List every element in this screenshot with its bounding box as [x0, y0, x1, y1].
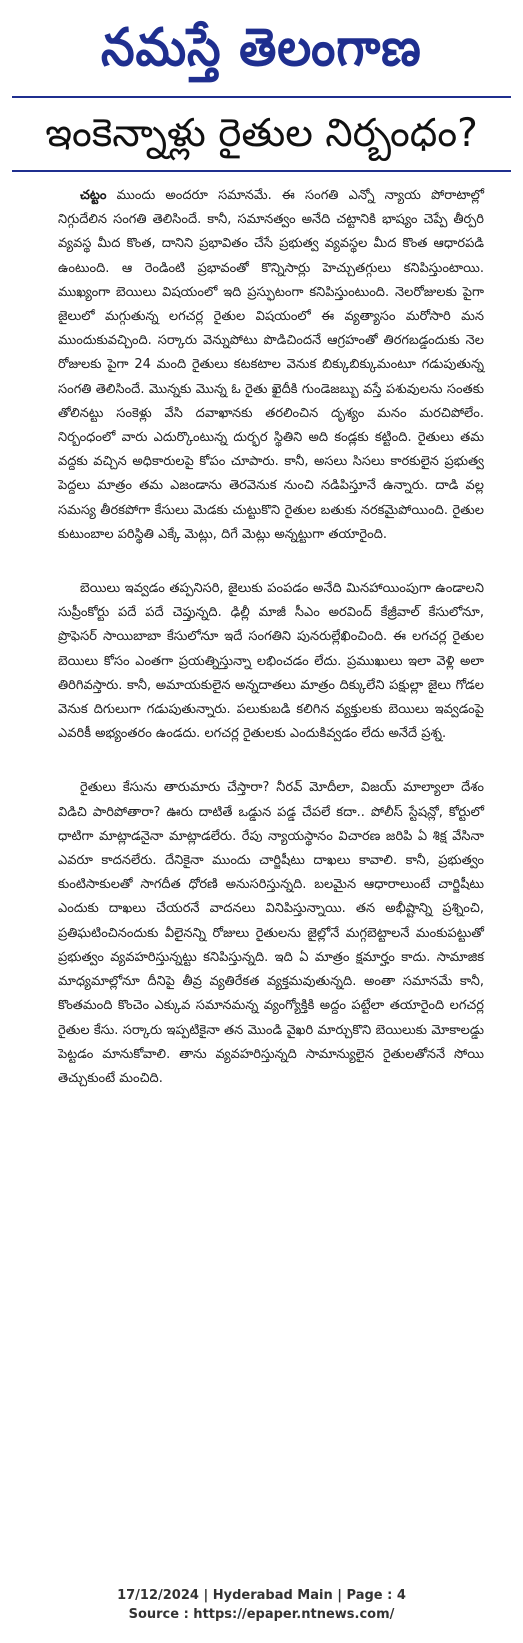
masthead-divider: [12, 96, 511, 98]
article-paragraph-1: [58, 184, 484, 547]
masthead: [0, 8, 523, 88]
source-line: Source : https://epaper.ntnews.com/: [128, 1607, 395, 1622]
article-paragraph-3: రైతులు కేసును తారుమారు చేస్తారా? నీరవ్ మోదీలా, విజయ్ మాల్యాలా దేశం విడిచి పారిపోతారా? ఊరు దాటితే ఒడ్డున పడ్డ చేపలే కదా.. పోలీస్ స్టేషన్లో, కోర్టులో ధాటిగా మాట్లాడనైనా మాట్లాడలేరు. రేపు న్యాయస్థానం విచారణ జరిపి ఏ శిక్ష వేసినా ఎవరూ కాదనలేరు. దేనికైనా ముందు చార్జిషీటు దాఖలు కావాలి. కానీ, ప్రభుత్వం కుంటిసాకులతో సాగదీత ధోరణి అనుసరిస్తున్నది. బలమైన ఆధారాలుంటే చార్జిషీటు ఎందుకు దాఖలు చేయరనే వాదనలు వినిపిస్తున్నాయి. తన అభీష్టాన్ని ప్రశ్నించి, ప్రతిఘటించినందుకు వీలైనన్ని రోజులు రైతులను జైల్లోనే మగ్గబెట్టాలనే మంకుపట్టుతో ప్రభుత్వం వ్యవహరిస్తున్నట్టు కనిపిస్తున్నది. ఇది ఏ మాత్రం క్షమార్హం కాదు. సామాజిక మాధ్యమాల్లోనూ దీనిపై తీవ్ర వ్యతిరేకత వ్యక్తమవుతున్నది. అంతా సమానమే కానీ, కొంతమంది కొంచెం ఎక్కువ సమానమన్న వ్యంగ్యోక్తికి అద్దం పట్టేలా తయారైంది లగచర్ల రైతుల కేసు. సర్కారు ఇప్పటికైనా తన మొండి వైఖరి మార్చుకొని బెయిలుకు మోకాలడ్డు పెట్టడం మానుకోవాలి. తాను వ్యవహరిస్తున్నది సామాన్యులైన రైతులతోననే సోయి తెచ్చుకుంటే మంచిది.: [58, 780, 484, 1086]
article-headline: ఇంకెన్నాళ్లు రైతుల నిర్బంధం?: [45, 111, 478, 156]
paragraph-1-text: ముందు అందరూ సమానమే. ఈ సంగతి ఎన్నో న్యాయ పోరాటాల్లో నిగ్గుదేలిన సంగతి తెలిసిందే. కానీ, సమానత్వం అనేది చట్టానికి భాష్యం చెప్పే తీర్పరి వ్యవస్థ మీద కొంత, దానిని ప్రభావితం చేసే ప్రభుత్వ వ్యవస్థల మీద కొంత ఆధారపడి ఉంటుంది. ఆ రెండింటి ప్రభావంతో కొన్నిసార్లు హెచ్చుతగ్గులు కనిపిస్తుంటాయి. ముఖ్యంగా బెయిలు విషయంలో ఇది ప్రస్ఫుటంగా కనిపిస్తుంటుంది. నెలరోజులకు పైగా జైలులో మగ్గుతున్న లగచర్ల రైతుల విషయంలో ఈ వ్యత్యాసం మరోసారి మన ముందుకువచ్చింది. సర్కారు వెన్నుపోటు పొడిచిందనే ఆగ్రహంతో తిరగబడ్డందుకు నెల రోజులకు పైగా 24 మంది రైతులు కటకటాల వెనుక బిక్కుబిక్కుమంటూ గడుపుతున్న సంగతి తెలిసిందే. మొన్నకు మొన్న ఓ రైతు ఖైదీకి గుండెజబ్బు వస్తే పశువులను సంతకు తోలినట్టు సంకెళ్లు వేసి దవాఖానకు తరలించిన దృశ్యం మనం మరచిపోలేం. నిర్బంధంలో వారు ఎదుర్కొంటున్న దుర్భర స్థితిని అది కండ్లకు కట్టింది. రైతులు తమ వద్దకు వచ్చిన అధికారులపై కోపం చూపారు. కానీ, అసలు సిసలు కారకులైన ప్రభుత్వ పెద్దలు మాత్రం తమ ఎజండాను తెరవెనుక నుంచి నడిపిస్తూనే ఉన్నారు. దాడి వల్ల సమస్య తీరకపోగా కేసులు మెడకు చుట్టుకొని రైతుల బతుకు నరకమైపోయింది. రైతుల కుటుంబాల పరిస్థితి ఎక్కే మెట్లు, దిగే మెట్లు అన్నట్టుగా తయారైంది.: [58, 188, 484, 542]
headline-divider: [12, 170, 511, 172]
article-paragraph-2: బెయిలు ఇవ్వడం తప్పనిసరి, జైలుకు పంపడం అనేది మినహాయింపుగా ఉండాలని సుప్రీంకోర్టు పదే పదే చెప్తున్నది. ఢిల్లీ మాజీ సీఎం అరవింద్ కేజ్రీవాల్ కేసులోనూ, ప్రొఫెసర్ సాయిబాబా కేసులోనూ ఇదే సంగతిని పునరుల్లేఖించింది. ఈ లగచర్ల రైతుల బెయిలు కోసం ఎంతగా ప్రయత్నిస్తున్నా లభించడం లేదు. ప్రముఖులు ఇలా వెళ్లి అలా తిరిగివస్తారు. కానీ, అమాయకులైన అన్నదాతలు మాత్రం దిక్కులేని పక్షుల్లా జైలు గోడల వెనుక దిగులుగా గడుపుతున్నారు. పలుకుబడి కలిగిన వ్యక్తులకు బెయిలు ఇవ్వడంపై ఎవరికీ అభ్యంతరం ఉండదు. లగచర్ల రైతులకు ఎందుకివ్వడం లేదు అనేదే ప్రశ్న.: [58, 581, 484, 742]
edition-line: 17/12/2024 | Hyderabad Main | Page : 4: [117, 1588, 406, 1603]
newspaper-logo: నమస్తే తెలంగాణ: [101, 18, 422, 78]
article-body: [58, 184, 484, 1121]
lead-word: చట్టం: [80, 188, 107, 203]
page-footer: [0, 1586, 523, 1624]
